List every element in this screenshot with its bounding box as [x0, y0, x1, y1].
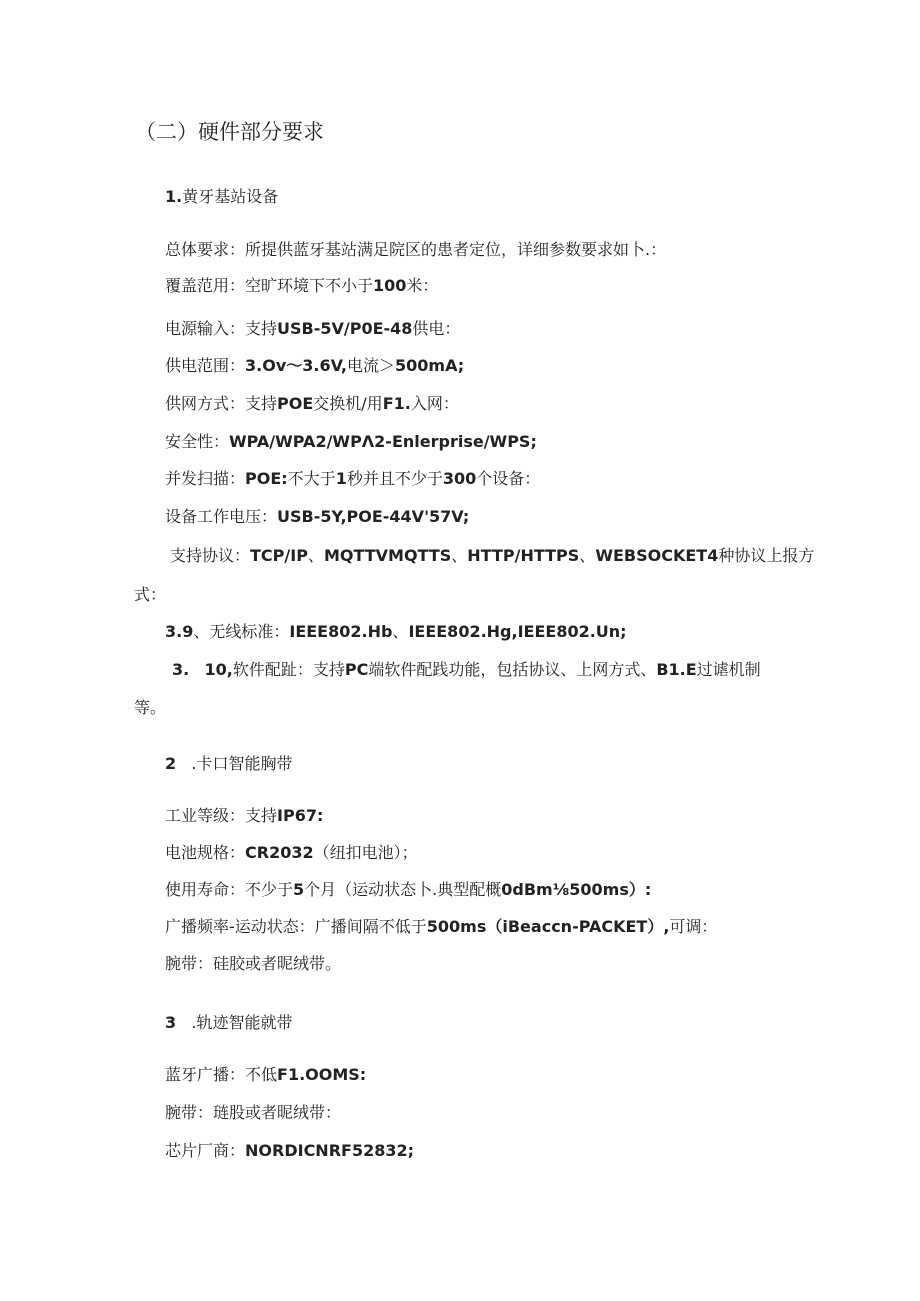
text-run: 可调： — [669, 917, 718, 936]
s2-heading-num: 2 — [165, 754, 177, 773]
s1-heading — [165, 186, 278, 208]
text-run: 供电： — [412, 319, 461, 338]
s1-network-mode — [165, 393, 459, 415]
s3-heading-text: .轨迹智能就带 — [191, 1013, 293, 1032]
text-run: 工业等级：支持 — [165, 806, 278, 825]
text-run: 、 — [307, 546, 324, 565]
text-run: B1.E — [656, 660, 697, 679]
text-run: 10, — [204, 660, 233, 679]
text-run: 、 — [451, 546, 468, 565]
text-run: 300 — [442, 469, 477, 488]
s2-wristband: 腕带：硅胶或者昵绒带。 — [165, 954, 342, 973]
s3-bt-broadcast — [165, 1064, 366, 1086]
text-run: CR2032 — [245, 843, 314, 862]
text-run: 软件配趾：支持 — [232, 660, 345, 679]
s3-heading-num: 3 — [165, 1013, 177, 1032]
text-run: IP67: — [277, 806, 324, 825]
text-run: 广播频率-运动状态：广播间隔不低于 — [165, 917, 427, 936]
text-run: 100 — [373, 276, 407, 295]
text-run: TCP/IP — [250, 546, 308, 565]
text-run: 1 — [335, 469, 347, 488]
s2-industrial-grade — [165, 805, 323, 827]
text-run: 3. — [172, 660, 190, 679]
text-run: （纽扣电池）； — [313, 843, 418, 862]
text-run: 3.Ov〜3.6V, — [245, 356, 348, 375]
s3-wristband: 腕带：琏股或者昵绒带： — [165, 1103, 342, 1122]
text-run: 使用寿命：不少于 — [165, 880, 294, 899]
text-run: USB-5V/P0E-48 — [277, 319, 413, 338]
text-run: 安全性： — [165, 432, 230, 451]
s1-protocols — [170, 545, 814, 567]
text-run: 种协议上报方 — [718, 546, 815, 565]
text-run: 支持协议： — [170, 546, 251, 565]
text-run: 电流＞ — [347, 356, 396, 375]
text-run: 、 — [579, 546, 596, 565]
text-run: 不大于 — [287, 469, 336, 488]
text-run: HTTP/HTTPS — [467, 546, 580, 565]
text-run: IEEE802.Hg,IEEE802.Un; — [408, 622, 627, 641]
text-run: MQTTVMQTTS — [323, 546, 452, 565]
s1-power-input — [165, 318, 460, 340]
s2-battery-spec — [165, 842, 418, 864]
text-run: F1. — [382, 394, 411, 413]
text-run: WEBSOCKET4 — [595, 546, 719, 565]
s1-protocols-continued: 式： — [134, 585, 167, 604]
text-run: 供网方式：支持 — [165, 394, 278, 413]
text-run: 、 — [392, 622, 409, 641]
text-run: F1.OOMS: — [277, 1065, 367, 1084]
s1-heading-num: 1. — [165, 187, 183, 206]
text-run: 500ms（iBeaccn-PACKET）, — [426, 917, 670, 936]
s1-software-config — [172, 659, 761, 681]
text-run: 5 — [293, 880, 305, 899]
s2-heading-text: .卡口智能胸带 — [191, 754, 293, 773]
text-run: USB-5Y,POE-44V'57V; — [277, 507, 470, 526]
text-run: 供电范围： — [165, 356, 246, 375]
text-run: PC — [344, 660, 369, 679]
section-title: （二）硬件部分要求 — [135, 120, 324, 144]
text-run: NORDICNRF52832; — [245, 1141, 415, 1160]
text-run: WPA/WPA2/WPΛ2-Enlerprise/WPS; — [229, 432, 537, 451]
text-run: 个设备： — [476, 469, 541, 488]
text-run: 3.9 — [165, 622, 194, 641]
s3-heading — [165, 1012, 293, 1034]
text-run: 电池规格： — [165, 843, 246, 862]
s1-heading-text: 黄牙基站设备 — [182, 187, 279, 206]
text-run: 500mA; — [395, 356, 465, 375]
text-run: 电源输入：支持 — [165, 319, 278, 338]
s2-heading — [165, 753, 293, 775]
s3-chip-vendor — [165, 1140, 414, 1162]
text-run: POE — [277, 394, 314, 413]
text-run: 个月（运动状态卜.典型配概 — [304, 880, 502, 899]
s1-working-voltage — [165, 506, 469, 528]
text-run: 并发扫描： — [165, 469, 246, 488]
text-run: 入网： — [410, 394, 459, 413]
text-run: 秒并且不少于 — [346, 469, 443, 488]
text-run: 交换机/用 — [313, 394, 383, 413]
text-run: 蓝牙广播：不低 — [165, 1065, 278, 1084]
text-run: 端软件配践功能，包括协议、上网方式、 — [368, 660, 657, 679]
text-run: IEEE802.Hb — [289, 622, 393, 641]
text-run: POE: — [245, 469, 288, 488]
s1-security — [165, 431, 537, 453]
text-run: 、无线标准： — [193, 622, 290, 641]
text-run: 过谑机制 — [696, 660, 761, 679]
s2-service-life — [165, 879, 651, 901]
s1-wireless-standard — [165, 621, 627, 643]
s2-broadcast-frequency — [165, 916, 717, 938]
s1-coverage — [165, 275, 438, 297]
s1-software-config-continued: 等。 — [134, 698, 167, 717]
text-run: 设备工作电压： — [165, 507, 278, 526]
text-run: 米： — [406, 276, 439, 295]
text-run: 芯片厂商： — [165, 1141, 246, 1160]
text-run: 0dBm⅛500ms）: — [501, 880, 652, 899]
s1-supply-range — [165, 355, 464, 377]
s1-concurrent-scan — [165, 468, 540, 490]
text-run: 覆盖范用：空旷环境下不小于 — [165, 276, 374, 295]
s1-total-requirement: 总体要求：所提供蓝牙基站满足院区的患者定位，详细参数要求如卜.： — [165, 240, 667, 259]
